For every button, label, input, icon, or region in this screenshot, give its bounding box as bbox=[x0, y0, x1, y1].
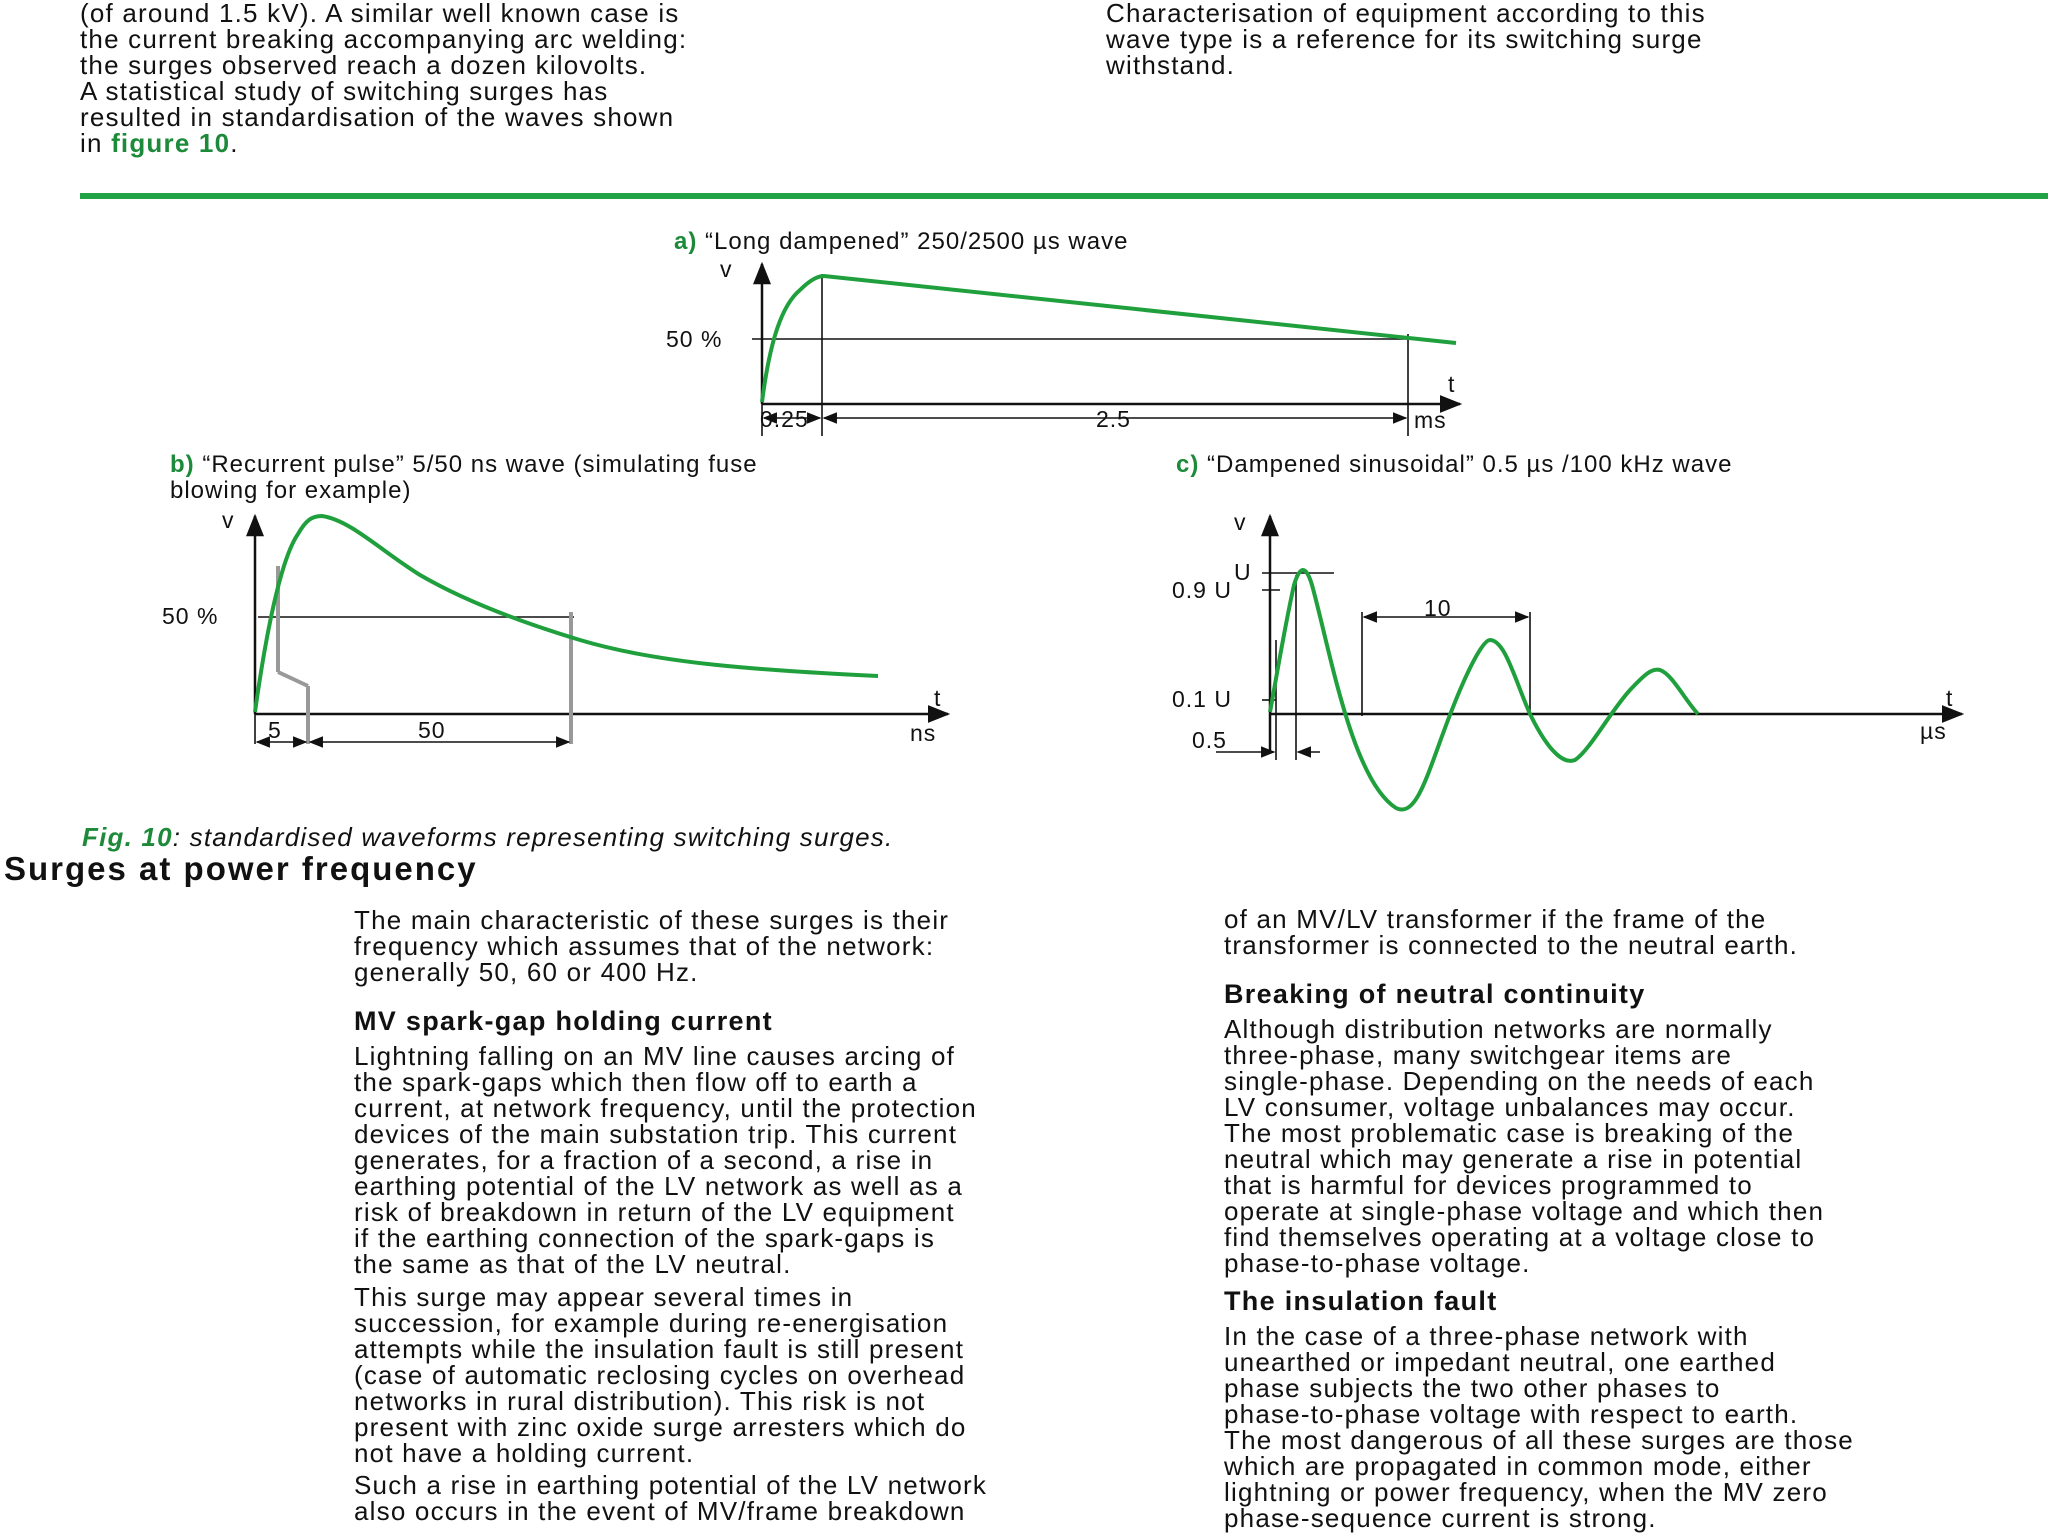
figure-caption-number: Fig. 10 bbox=[82, 822, 173, 852]
panel-c-01u-label: 0.1 U bbox=[1172, 686, 1232, 712]
panel-b-unit: ns bbox=[910, 720, 937, 746]
panel-a bbox=[666, 228, 1460, 436]
intro-left-lines: (of around 1.5 kV). A similar well known case is the current breaking accompanying arc welding: the surges observed reach a dozen kilovolts. A statistical study of switching surges has resulted in standardisation of the waves shown bbox=[80, 0, 688, 132]
right-para-insulation: In the case of a three-phase network with unearthed or impedant neutral, one earthed phase subjects the two other phases to phase-to-phase voltage with respect to earth. bbox=[1224, 1321, 1799, 1429]
panel-c-rise-label: 0.5 bbox=[1192, 727, 1227, 753]
left-para-earthing: Such a rise in earthing potential of the LV network also occurs in the event of MV/frame breakdown bbox=[354, 1470, 988, 1526]
panel-b-rise-bend bbox=[278, 672, 308, 686]
panel-b-title-line1: b) “Recurrent pulse” 5/50 ns wave (simulating fuse bbox=[170, 451, 758, 478]
panel-b-waveform bbox=[255, 516, 878, 712]
panel-c-title: c) “Dampened sinusoidal” 0.5 µs /100 kHz wave bbox=[1176, 451, 1733, 478]
panel-b-rise-label: 5 bbox=[268, 717, 282, 743]
panel-c-waveform bbox=[1270, 570, 1698, 810]
heading-spark-gap: MV spark-gap holding current bbox=[354, 1006, 773, 1036]
figure-caption bbox=[82, 822, 893, 853]
heading-insulation-fault: The insulation fault bbox=[1224, 1286, 1498, 1316]
panel-b-x-label: t bbox=[934, 685, 942, 711]
intro-right-text: Characterisation of equipment according to this wave type is a reference for its switching surge withstand. bbox=[1106, 0, 1706, 80]
panel-b-half-label: 50 % bbox=[162, 603, 219, 629]
panel-c-09u-label: 0.9 U bbox=[1172, 577, 1232, 603]
right-para-common-mode: The most dangerous of all these surges are those which are propagated in common mode, either lightning or power frequency, when the MV zero phase-sequence current is strong. bbox=[1224, 1425, 1854, 1533]
panel-c bbox=[1172, 451, 1962, 810]
panel-a-y-label: v bbox=[720, 256, 733, 282]
right-continuation: of an MV/LV transformer if the frame of the transformer is connected to the neutral earth. bbox=[1224, 904, 1799, 960]
panel-b bbox=[162, 451, 948, 746]
intro-left-last-suffix: . bbox=[230, 128, 239, 158]
panel-a-half-label: 50 % bbox=[666, 326, 723, 352]
panel-c-period-label: 10 bbox=[1424, 595, 1452, 621]
section-title: Surges at power frequency bbox=[4, 850, 478, 887]
panel-a-rise-label: 0.25 bbox=[760, 406, 809, 432]
panel-b-decay-label: 50 bbox=[418, 717, 446, 743]
intro-left-last-prefix: in bbox=[80, 128, 112, 158]
panel-a-unit: ms bbox=[1414, 407, 1447, 433]
panel-b-title-line2: blowing for example) bbox=[170, 477, 412, 504]
figure-10-reference: figure 10 bbox=[111, 128, 231, 158]
panel-c-u-label: U bbox=[1234, 559, 1252, 585]
panel-a-x-label: t bbox=[1448, 371, 1456, 397]
panel-c-unit: µs bbox=[1920, 718, 1947, 744]
panel-a-title: a) “Long dampened” 250/2500 µs wave bbox=[674, 228, 1129, 255]
panel-b-y-label: v bbox=[222, 507, 235, 533]
panel-a-decay-label: 2.5 bbox=[1096, 406, 1131, 432]
heading-neutral-continuity: Breaking of neutral continuity bbox=[1224, 979, 1646, 1009]
right-para-neutral: Although distribution networks are normally three-phase, many switchgear items are single-phase. Depending on the needs of each LV consumer, voltage unbalances may occur. The most problematic case is breaking of the neutral which may generate a rise in potential that is harmful for devices programmed to operate at single-phase voltage and which then find themselves operating at a voltage close to phase-to-phase voltage. bbox=[1224, 1014, 1825, 1278]
left-intro: The main characteristic of these surges is their frequency which assumes that of the network: generally 50, 60 or 400 Hz. bbox=[354, 905, 950, 987]
panel-c-y-label: v bbox=[1234, 509, 1247, 535]
left-para-succession: This surge may appear several times in succession, for example during re-energisation attempts while the insulation fault is still present (case of automatic reclosing cycles on overhead networks in rural distribution). This risk is not present with zinc oxide surge arresters which do not have a holding current. bbox=[354, 1282, 967, 1468]
left-para-spark-gap: Lightning falling on an MV line causes arcing of the spark-gaps which then flow off to earth a current, at network frequency, until the protection devices of the main substation trip. This current generates, for a fraction of a second, a rise in earthing potential of the LV network as well as a risk of breakdown in return of the LV equipment if the earthing connection of the spark-gaps is the same as that of the LV neutral. bbox=[354, 1041, 977, 1279]
figure-caption-text: : standardised waveforms representing switching surges. bbox=[172, 822, 894, 852]
panel-c-x-label: t bbox=[1946, 685, 1954, 711]
